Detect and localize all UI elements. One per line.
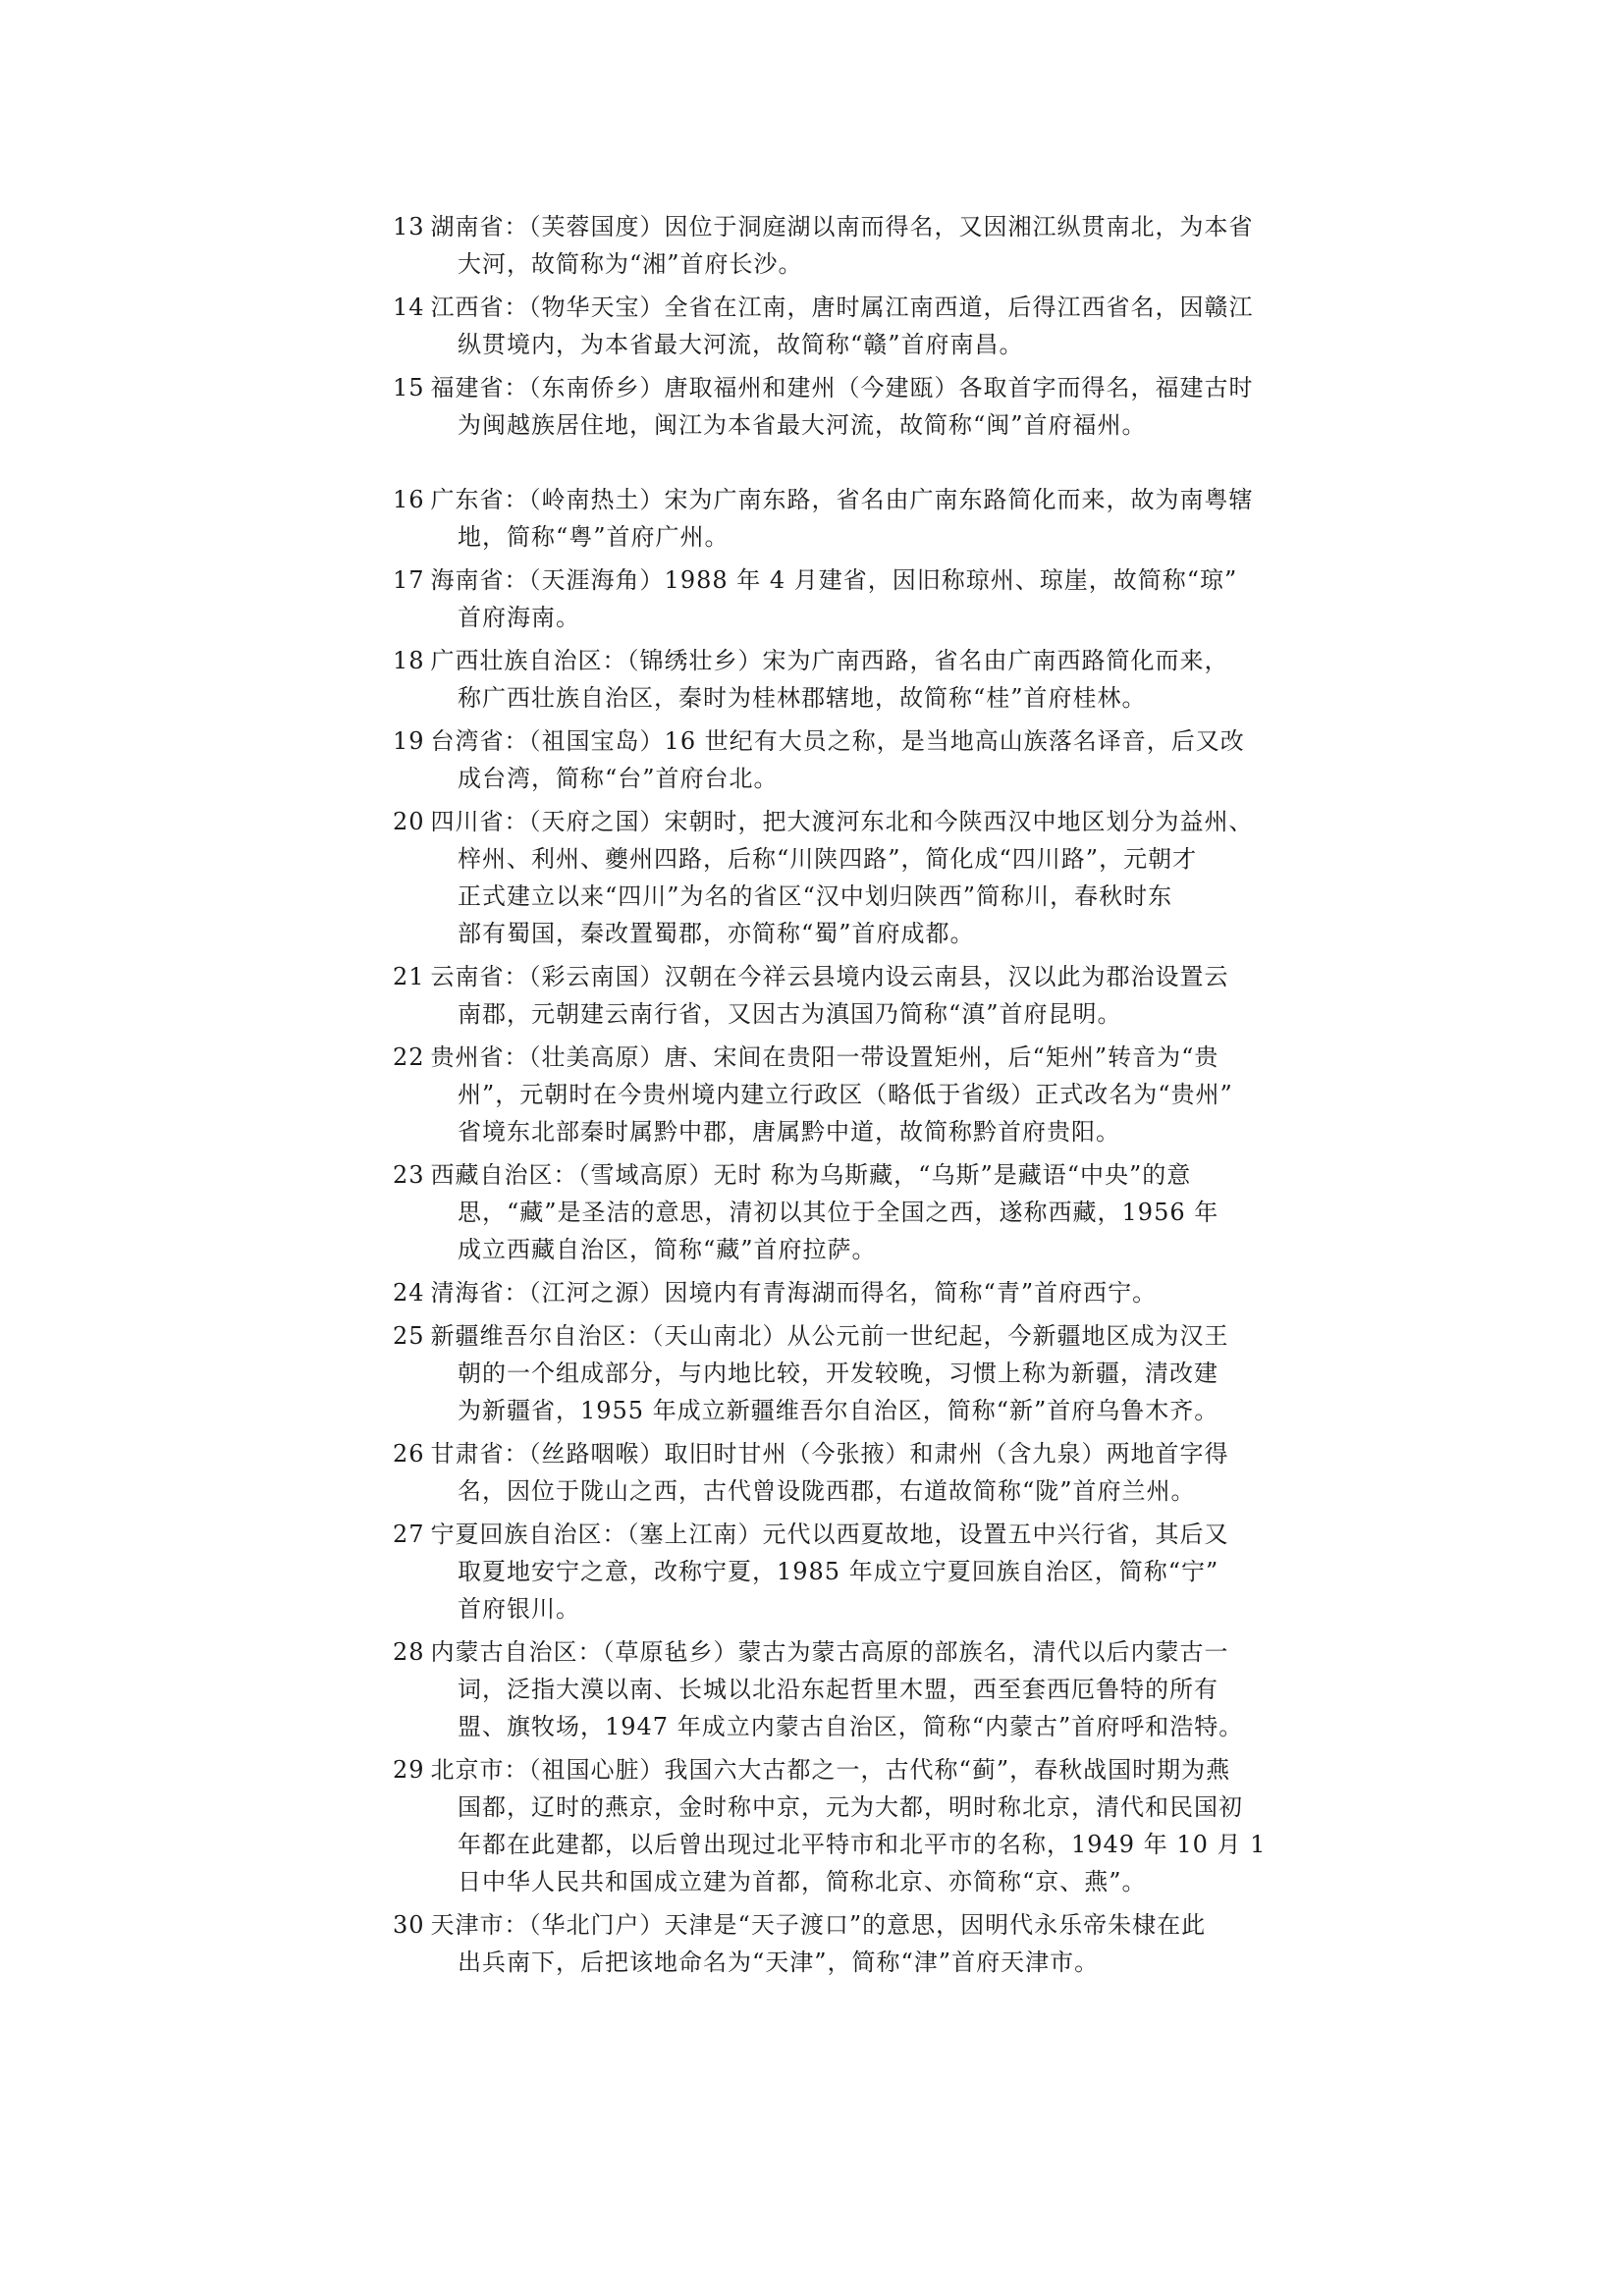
entry-text: 大河，故简称为“湘”首府长沙。 bbox=[458, 250, 803, 278]
entry-13 bbox=[393, 208, 1306, 283]
entry-text: 清海省：（江河之源）因境内有青海湖而得名，简称“青”首府西宁。 bbox=[430, 1279, 1158, 1307]
province-list bbox=[393, 208, 1306, 1981]
entry-22 bbox=[393, 1039, 1306, 1150]
entry-text: 首府海南。 bbox=[458, 604, 580, 631]
entry-16 bbox=[393, 481, 1306, 556]
entry-number: 21 bbox=[393, 963, 425, 990]
entry-text: 北京市：（祖国心脏）我国六大古都之一，古代称“蓟”，春秋战国时期为燕 bbox=[430, 1756, 1231, 1784]
entry-number: 13 bbox=[393, 213, 425, 240]
entry-text: 贵州省：（壮美高原）唐、宋间在贵阳一带设置矩州，后“矩州”转音为“贵 bbox=[430, 1043, 1219, 1071]
entry-number: 20 bbox=[393, 808, 425, 835]
entry-text: 日中华人民共和国成立建为首都，简称北京、亦简称“京、燕”。 bbox=[458, 1868, 1147, 1896]
entry-text: 四川省：（天府之国）宋朝时，把大渡河东北和今陕西汉中地区划分为益州、 bbox=[430, 808, 1254, 835]
entry-15 bbox=[393, 369, 1306, 444]
entry-text: 国都，辽时的燕京，金时称中京，元为大都，明时称北京，清代和民国初 bbox=[458, 1793, 1243, 1821]
entry-number: 24 bbox=[393, 1279, 425, 1307]
entry-text: 云南省：（彩云南国）汉朝在今祥云县境内设云南县，汉以此为郡治设置云 bbox=[430, 963, 1229, 990]
entry-number: 28 bbox=[393, 1638, 425, 1666]
entry-text: 西藏自治区：（雪域高原）无时 称为乌斯藏，“乌斯”是藏语“中央”的意 bbox=[430, 1161, 1192, 1189]
entry-text: 海南省：（天涯海角）1988 年 4 月建省，因旧称琼州、琼崖，故简称“琼” bbox=[430, 566, 1238, 594]
entry-19 bbox=[393, 722, 1306, 797]
entry-text: 南郡，元朝建云南行省，又因古为滇国乃简称“滇”首府昆明。 bbox=[458, 1000, 1122, 1028]
entry-text: 思，“藏”是圣洁的意思，清初以其位于全国之西，遂称西藏，1956 年 bbox=[458, 1199, 1219, 1226]
entry-text: 江西省：（物华天宝）全省在江南，唐时属江南西道，后得江西省名，因赣江 bbox=[430, 294, 1254, 321]
entry-17 bbox=[393, 561, 1306, 636]
entry-23 bbox=[393, 1156, 1306, 1268]
entry-text: 出兵南下，后把该地命名为“天津”，简称“津”首府天津市。 bbox=[458, 1949, 1100, 1976]
entry-21 bbox=[393, 958, 1306, 1033]
entry-number: 29 bbox=[393, 1756, 425, 1784]
entry-number: 17 bbox=[393, 566, 425, 594]
entry-text: 新疆维吾尔自治区：（天山南北）从公元前一世纪起，今新疆地区成为汉王 bbox=[430, 1322, 1229, 1350]
entry-30 bbox=[393, 1906, 1306, 1981]
entry-number: 15 bbox=[393, 374, 425, 401]
entry-number: 22 bbox=[393, 1043, 425, 1071]
entry-25 bbox=[393, 1317, 1306, 1429]
entry-text: 地，简称“粤”首府广州。 bbox=[458, 523, 730, 551]
entry-18 bbox=[393, 642, 1306, 717]
entry-text: 台湾省：（祖国宝岛）16 世纪有大员之称，是当地高山族落名译音，后又改 bbox=[430, 727, 1245, 755]
entry-text: 梓州、利州、夔州四路，后称“川陕四路”，简化成“四川路”，元朝才 bbox=[458, 845, 1198, 873]
entry-number: 19 bbox=[393, 727, 425, 755]
entry-number: 23 bbox=[393, 1161, 425, 1189]
entry-26 bbox=[393, 1435, 1306, 1510]
entry-text: 称广西壮族自治区，秦时为桂林郡辖地，故简称“桂”首府桂林。 bbox=[458, 684, 1147, 712]
entry-text: 广西壮族自治区：（锦绣壮乡）宋为广南西路，省名由广南西路简化而来， bbox=[430, 647, 1229, 674]
entry-text: 为闽越族居住地，闽江为本省最大河流，故简称“闽”首府福州。 bbox=[458, 411, 1147, 439]
entry-text: 内蒙古自治区：（草原毡乡）蒙古为蒙古高原的部族名，清代以后内蒙古一 bbox=[430, 1638, 1229, 1666]
entry-text: 名，因位于陇山之西，古代曾设陇西郡，右道故简称“陇”首府兰州。 bbox=[458, 1477, 1196, 1505]
entry-text: 州”，元朝时在今贵州境内建立行政区（略低于省级）正式改名为“贵州” bbox=[458, 1081, 1233, 1108]
entry-text: 纵贯境内，为本省最大河流，故简称“赣”首府南昌。 bbox=[458, 331, 1024, 358]
entry-number: 18 bbox=[393, 647, 425, 674]
entry-text: 成台湾，简称“台”首府台北。 bbox=[458, 765, 779, 792]
entry-text: 成立西藏自治区，简称“藏”首府拉萨。 bbox=[458, 1236, 877, 1263]
entry-text: 部有蜀国，秦改置蜀郡，亦简称“蜀”首府成都。 bbox=[458, 920, 975, 947]
entry-text: 宁夏回族自治区：（塞上江南）元代以西夏故地，设置五中兴行省，其后又 bbox=[430, 1521, 1229, 1548]
entry-27 bbox=[393, 1516, 1306, 1628]
entry-14 bbox=[393, 289, 1306, 363]
entry-number: 27 bbox=[393, 1521, 425, 1548]
entry-text: 福建省：（东南侨乡）唐取福州和建州（今建瓯）各取首字而得名，福建古时 bbox=[430, 374, 1254, 401]
entry-text: 湖南省：（芙蓉国度）因位于洞庭湖以南而得名，又因湘江纵贯南北，为本省 bbox=[430, 213, 1254, 240]
entry-number: 14 bbox=[393, 294, 425, 321]
entry-number: 16 bbox=[393, 486, 425, 513]
entry-text: 首府银川。 bbox=[458, 1595, 580, 1623]
entry-text: 年都在此建都，以后曾出现过北平特市和北平市的名称，1949 年 10 月 1 bbox=[458, 1831, 1267, 1858]
entry-text: 词，泛指大漠以南、长城以北沿东起哲里木盟，西至套西厄鲁特的所有 bbox=[458, 1676, 1218, 1703]
entry-text: 天津市：（华北门户）天津是“天子渡口”的意思，因明代永乐帝朱棣在此 bbox=[430, 1911, 1207, 1939]
entry-number: 30 bbox=[393, 1911, 425, 1939]
entry-number: 26 bbox=[393, 1440, 425, 1468]
entry-text: 为新疆省，1955 年成立新疆维吾尔自治区，简称“新”首府乌鲁木齐。 bbox=[458, 1397, 1219, 1424]
entry-text: 正式建立以来“四川”为名的省区“汉中划归陕西”简称川，春秋时东 bbox=[458, 882, 1173, 910]
entry-24 bbox=[393, 1274, 1306, 1311]
entry-text: 盟、旗牧场，1947 年成立内蒙古自治区，简称“内蒙古”首府呼和浩特。 bbox=[458, 1713, 1244, 1740]
entry-text: 朝的一个组成部分，与内地比较，开发较晚，习惯上称为新疆，清改建 bbox=[458, 1360, 1218, 1387]
entry-text: 省境东北部秦时属黔中郡，唐属黔中道，故简称黔首府贵阳。 bbox=[458, 1118, 1120, 1146]
entry-20 bbox=[393, 803, 1306, 952]
entry-text: 取夏地安宁之意，改称宁夏，1985 年成立宁夏回族自治区，简称“宁” bbox=[458, 1558, 1219, 1585]
entry-text: 广东省：（岭南热土）宋为广南东路，省名由广南东路简化而来，故为南粤辖 bbox=[430, 486, 1254, 513]
entry-29 bbox=[393, 1751, 1306, 1900]
entry-28 bbox=[393, 1633, 1306, 1745]
entry-number: 25 bbox=[393, 1322, 425, 1350]
entry-text: 甘肃省：（丝路咽喉）取旧时甘州（今张掖）和肃州（含九泉）两地首字得 bbox=[430, 1440, 1229, 1468]
